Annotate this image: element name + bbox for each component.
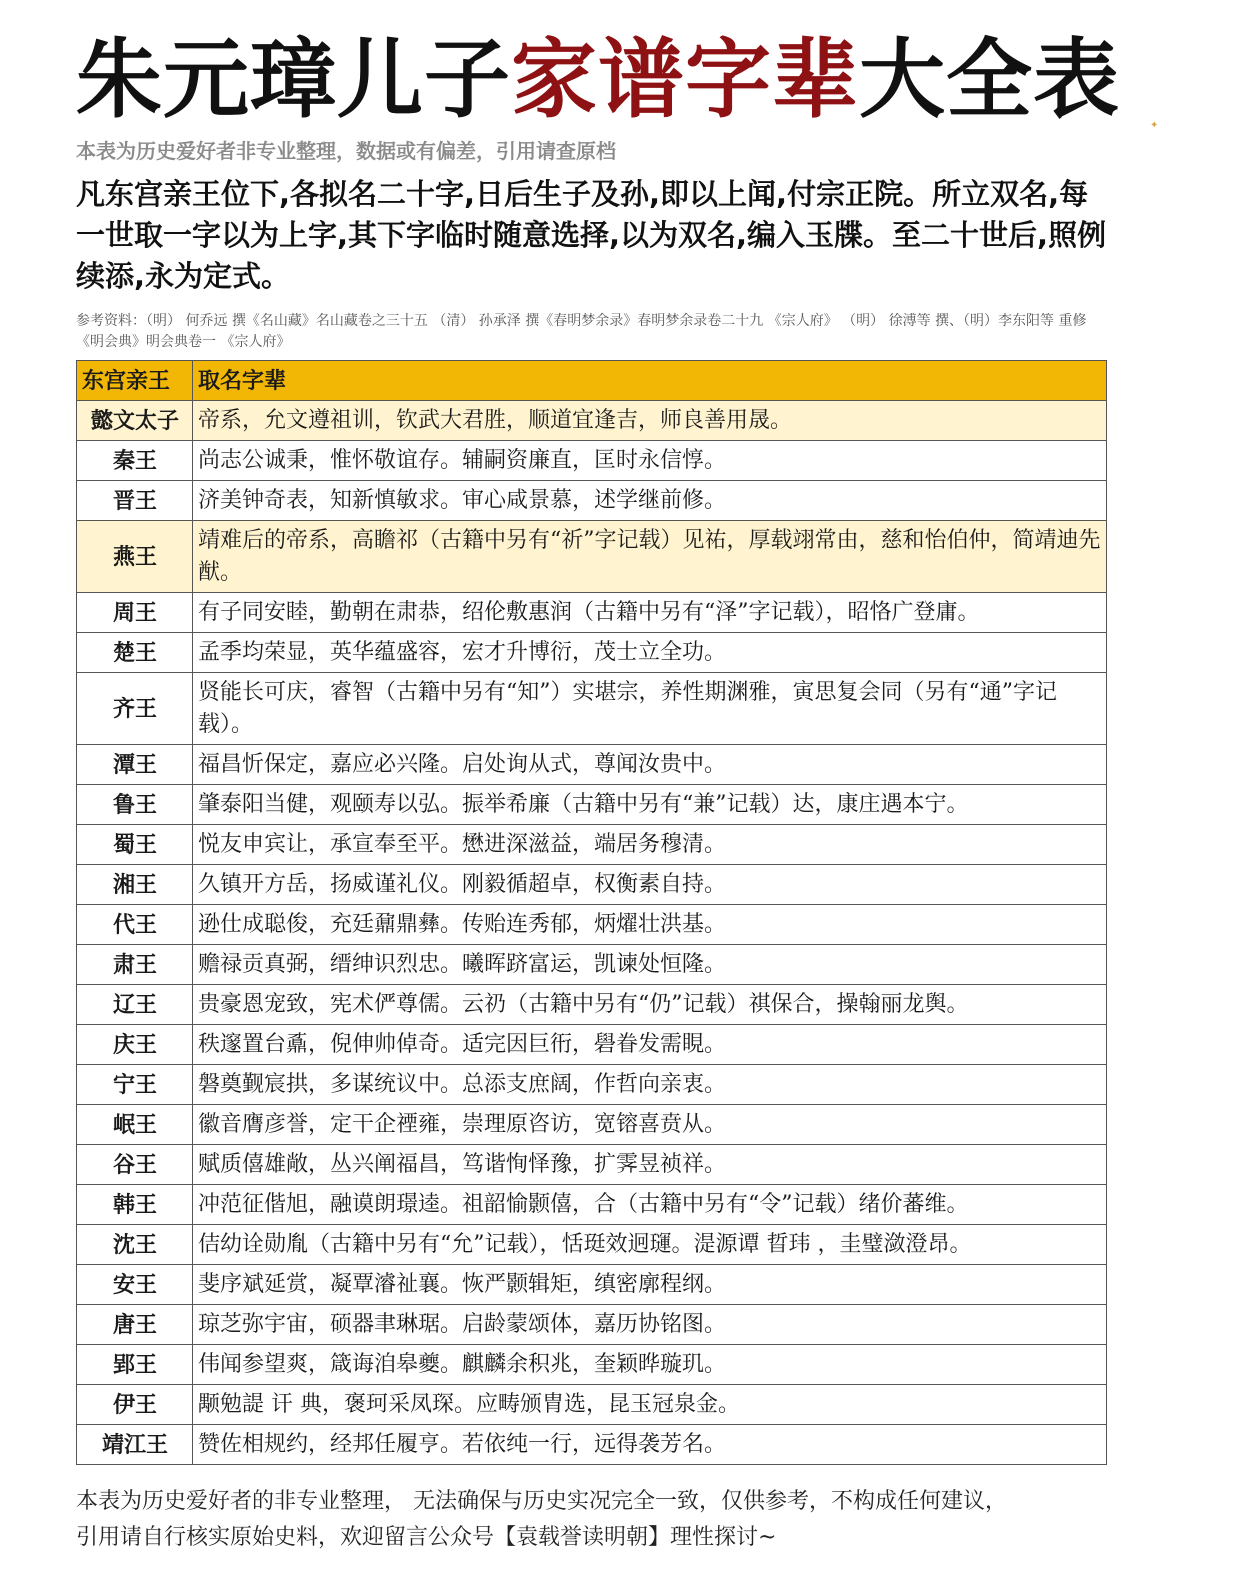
prince-cell: 鲁王: [77, 785, 193, 825]
disclaimer-subtitle: 本表为历史爱好者非专业整理，数据或有偏差，引用请查原档: [76, 139, 616, 163]
table-row: [77, 1065, 1107, 1105]
table-row: [77, 1025, 1107, 1065]
prince-cell: 辽王: [77, 985, 193, 1025]
title-part-2-highlight: 家谱字辈: [511, 30, 859, 130]
table-row: [77, 865, 1107, 905]
prince-cell: 燕王: [77, 521, 193, 593]
table-row: [77, 905, 1107, 945]
prince-cell: 周王: [77, 593, 193, 633]
table-row: [77, 521, 1107, 593]
footer-line-1: 本表为历史爱好者的非专业整理， 无法确保与历史实况完全一致，仅供参考，不构成任何建议，: [76, 1489, 1007, 1514]
title-part-3: 大全表: [859, 30, 1120, 130]
table-row: [77, 1145, 1107, 1185]
table-row: [77, 593, 1107, 633]
prince-cell: 湘王: [77, 865, 193, 905]
generation-names-cell: 帝系，允文遵祖训，钦武大君胜，顺道宜逢吉，师良善用晟。: [193, 401, 1107, 441]
table-row: [77, 481, 1107, 521]
generation-names-table: [76, 360, 1107, 1465]
table-row: [77, 1265, 1107, 1305]
prince-cell: 懿文太子: [77, 401, 193, 441]
prince-cell: 潭王: [77, 745, 193, 785]
table-row: [77, 745, 1107, 785]
generation-names-cell: 佶幼诠勋胤（古籍中另有“允”记载），恬珽效迥璭。湜源谭 晢玮 ，圭璧潋澄昂。: [193, 1225, 1107, 1265]
prince-cell: 秦王: [77, 441, 193, 481]
prince-cell: 宁王: [77, 1065, 193, 1105]
generation-names-cell: 赡禄贡真弼，缙绅识烈忠。曦晖跻富运，凯谏处恒隆。: [193, 945, 1107, 985]
table-row: [77, 401, 1107, 441]
naming-edict-text: 凡东宫亲王位下,各拟名二十字,日后生子及孙,即以上闻,付宗正院。所立双名,每一世取一字以为上字,其下字临时随意选择,以为双名,编入玉牒。至二十世后,照例续添,永为定式。: [76, 177, 1107, 293]
footer-line-2: 引用请自行核实原始史料，欢迎留言公众号【袁载誉读明朝】理性探讨~: [76, 1525, 777, 1550]
title-part-1: 朱元璋儿子: [76, 30, 511, 130]
generation-names-cell: 琼芝弥宇宙，硕器聿琳琚。启龄蒙颂体，嘉历协铭图。: [193, 1305, 1107, 1345]
table-row: [77, 633, 1107, 673]
generation-names-cell: 颙勉諟 讦 典，褒珂采凤琛。应畴颁胄选，昆玉冠泉金。: [193, 1385, 1107, 1425]
generation-names-cell: 赋质僖雄敞，丛兴阐福昌，笃谐恂怿豫，扩霁昱祯祥。: [193, 1145, 1107, 1185]
table-row: [77, 1345, 1107, 1385]
generation-names-cell: 徽音膺彦誉，定干企禋雍，崇理原咨访，宽镕喜贲从。: [193, 1105, 1107, 1145]
generation-names-cell: 悦友申宾让，承宣奉至平。懋进深滋益，端居务穆清。: [193, 825, 1107, 865]
prince-cell: 楚王: [77, 633, 193, 673]
references-text: 参考资料：（明） 何乔远 撰《名山藏》名山藏卷之三十五 （清） 孙承泽 撰《春明梦余录》春明梦余录卷二十九 《宗人府》 （明） 徐溥等 撰、（明）李东阳等 重修《明会典》明会典卷一 《宗人府》: [76, 313, 1087, 350]
table-header-row: [77, 361, 1107, 401]
table-row: [77, 985, 1107, 1025]
table-row: [77, 1225, 1107, 1265]
prince-cell: 郢王: [77, 1345, 193, 1385]
table-row: [77, 785, 1107, 825]
generation-names-cell: 赞佐相规约，经邦任履亨。若依纯一行，远得袭芳名。: [193, 1425, 1107, 1465]
table-row: [77, 1385, 1107, 1425]
table-body: [77, 401, 1107, 1465]
table-row: [77, 673, 1107, 745]
prince-cell: 韩王: [77, 1185, 193, 1225]
generation-names-cell: 久镇开方岳，扬威谨礼仪。刚毅循超卓，权衡素自持。: [193, 865, 1107, 905]
table-row: [77, 1185, 1107, 1225]
decorative-sparkle-icon: ✦: [1150, 120, 1159, 131]
generation-names-cell: 秩邃置台鼒，倪伸帅倬奇。适完因巨衎，礐眷发需睍。: [193, 1025, 1107, 1065]
generation-names-cell: 济美钟奇表，知新慎敏求。审心咸景慕，述学继前修。: [193, 481, 1107, 521]
generation-names-cell: 逊仕成聪俊，充廷鼐鼎彝。传贻连秀郁，炳燿壮洪基。: [193, 905, 1107, 945]
prince-cell: 肃王: [77, 945, 193, 985]
prince-cell: 沈王: [77, 1225, 193, 1265]
generation-names-cell: 孟季均荣显，英华蕴盛容，宏才升博衍，茂士立全功。: [193, 633, 1107, 673]
footer-disclaimer: [76, 1484, 1096, 1556]
generation-names-cell: 贤能长可庆，睿智（古籍中另有“知”）实堪宗，养性期渊雅，寅思复会同（另有“通”字记载）。: [193, 673, 1107, 745]
generation-names-cell: 贵豪恩宠致，宪术俨尊儒。云礽（古籍中另有“仍”记载）祺保合，操翰丽龙舆。: [193, 985, 1107, 1025]
table-row: [77, 825, 1107, 865]
generation-names-cell: 肇泰阳当健，观颐寿以弘。振举希廉（古籍中另有“兼”记载）达，康庄遇本宁。: [193, 785, 1107, 825]
header-prince: 东宫亲王: [77, 361, 193, 401]
generation-names-cell: 磐奠觐宸拱，多谋统议中。总添支庶阔，作哲向亲衷。: [193, 1065, 1107, 1105]
generation-names-cell: 伟闻参望爽，箴诲洎皋夔。麒麟余积兆，奎颖晔璇玑。: [193, 1345, 1107, 1385]
table-row: [77, 441, 1107, 481]
generation-names-cell: 靖难后的帝系，高瞻祁（古籍中另有“祈”字记载）见祐，厚载翊常由，慈和怡伯仲，简靖迪先猷。: [193, 521, 1107, 593]
prince-cell: 岷王: [77, 1105, 193, 1145]
header-names: 取名字辈: [193, 361, 1107, 401]
prince-cell: 靖江王: [77, 1425, 193, 1465]
table-row: [77, 1305, 1107, 1345]
page-title: [76, 28, 1159, 132]
table-row: [77, 1425, 1107, 1465]
prince-cell: 唐王: [77, 1305, 193, 1345]
prince-cell: 伊王: [77, 1385, 193, 1425]
prince-cell: 代王: [77, 905, 193, 945]
prince-cell: 庆王: [77, 1025, 193, 1065]
prince-cell: 安王: [77, 1265, 193, 1305]
generation-names-cell: 有子同安睦，勤朝在肃恭，绍伦敷惠润（古籍中另有“泽”字记载），昭恪广登庸。: [193, 593, 1107, 633]
prince-cell: 蜀王: [77, 825, 193, 865]
generation-names-cell: 斐序斌延赏，凝覃濬祉襄。恢严颢辑矩，缜密廓程纲。: [193, 1265, 1107, 1305]
generation-names-cell: 尚志公诚秉，惟怀敬谊存。辅嗣资廉直，匡时永信惇。: [193, 441, 1107, 481]
table-row: [77, 1105, 1107, 1145]
generation-names-cell: 福昌忻保定，嘉应必兴隆。启处询从式，尊闻汝贵中。: [193, 745, 1107, 785]
prince-cell: 晋王: [77, 481, 193, 521]
table-row: [77, 945, 1107, 985]
generation-names-cell: 冲范征偕旭，融谟朗璟逵。祖韶愉颢僖，合（古籍中另有“令”记载）绪价蕃维。: [193, 1185, 1107, 1225]
prince-cell: 谷王: [77, 1145, 193, 1185]
prince-cell: 齐王: [77, 673, 193, 745]
